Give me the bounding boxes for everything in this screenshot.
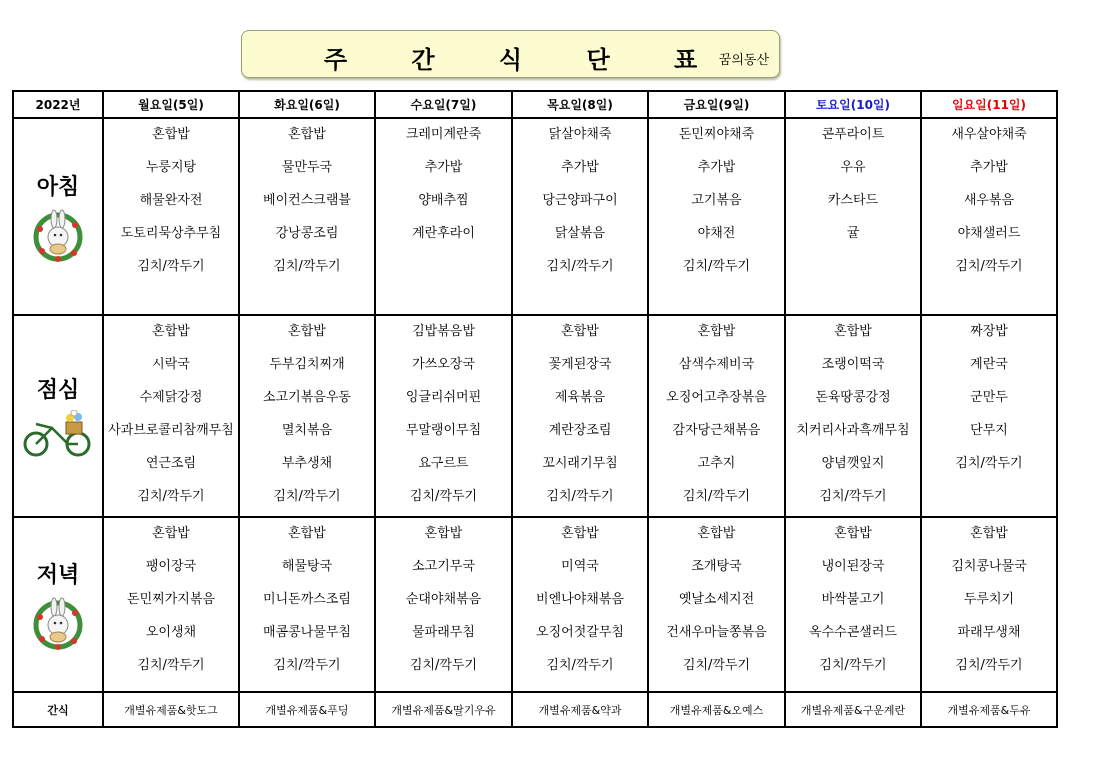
snack-row xyxy=(13,692,1057,727)
menu-item: 요구르트 xyxy=(418,456,469,471)
menu-item: 추가밥 xyxy=(697,160,736,175)
menu-cell xyxy=(512,118,648,315)
menu-item: 혼합밥 xyxy=(697,324,736,339)
org-name: 꿈의동산 xyxy=(718,53,769,68)
menu-item: 소고기무국 xyxy=(412,559,475,574)
menu-item: 팽이장국 xyxy=(145,559,197,574)
snack-cell: 개별유제품&오예스 xyxy=(648,692,785,727)
menu-cell xyxy=(921,118,1057,315)
menu-item: 당근양파구이 xyxy=(542,193,618,208)
menu-cell xyxy=(785,517,921,692)
weekly-menu-table xyxy=(12,90,1058,728)
title-banner xyxy=(241,30,780,78)
menu-item: 김치콩나물국 xyxy=(951,559,1027,574)
menu-item: 도토리묵상추무침 xyxy=(120,226,222,241)
page-title: 주 간 식 단 표 xyxy=(323,46,726,74)
menu-item: 옥수수콘샐러드 xyxy=(809,625,897,640)
menu-item: 우유 xyxy=(840,160,866,175)
header-row xyxy=(13,91,1057,118)
menu-item: 혼합밥 xyxy=(424,526,463,541)
menu-item: 꼬시래기무침 xyxy=(542,456,618,471)
menu-cell xyxy=(239,315,375,517)
menu-item: 새우살야채죽 xyxy=(951,127,1027,142)
menu-item: 수제닭강정 xyxy=(139,390,203,405)
menu-item: 김치/깍두기 xyxy=(819,489,887,504)
menu-item: 혼합밥 xyxy=(152,127,190,142)
menu-cell xyxy=(648,315,785,517)
menu-item: 돈민찌야채죽 xyxy=(678,127,755,142)
snack-cell: 개별유제품&푸딩 xyxy=(239,692,375,727)
menu-item: 양배추찜 xyxy=(418,193,469,208)
menu-item: 콘푸라이트 xyxy=(821,127,885,142)
menu-item: 미니돈까스조림 xyxy=(263,592,351,607)
day-header: 목요일(8일) xyxy=(512,91,648,118)
menu-item: 김치/깍두기 xyxy=(955,259,1023,274)
menu-item: 해물탕국 xyxy=(281,559,333,574)
menu-item: 김치/깍두기 xyxy=(546,658,614,673)
menu-item: 양념깻잎지 xyxy=(821,456,885,471)
meal-label: 저녁 xyxy=(36,563,80,588)
menu-item: 치커리사과흑깨무침 xyxy=(796,423,910,438)
bunny-wreath-icon xyxy=(30,595,86,651)
menu-item: 무말랭이무침 xyxy=(405,423,482,438)
menu-cell xyxy=(648,517,785,692)
menu-item: 두루치기 xyxy=(963,592,1015,607)
menu-item: 감자당근채볶음 xyxy=(672,423,761,438)
menu-item: 혼합밥 xyxy=(561,526,599,541)
menu-item: 김치/깍두기 xyxy=(682,259,751,274)
menu-item: 바싹불고기 xyxy=(821,592,885,607)
menu-item: 혼합밥 xyxy=(152,526,190,541)
menu-item: 물만두국 xyxy=(281,160,333,175)
menu-item: 계란국 xyxy=(970,357,1008,372)
menu-item: 제육볶음 xyxy=(554,390,606,405)
menu-item: 멸치볶음 xyxy=(281,423,333,438)
day-header-sunday: 일요일(11일) xyxy=(921,91,1057,118)
menu-item: 야채샐러드 xyxy=(957,226,1021,241)
menu-item: 혼합밥 xyxy=(561,324,599,339)
menu-cell xyxy=(512,315,648,517)
menu-item: 혼합밥 xyxy=(288,127,326,142)
snack-cell: 개별유제품&딸기우유 xyxy=(375,692,512,727)
menu-item: 가쓰오장국 xyxy=(412,357,475,372)
day-header-saturday: 토요일(10일) xyxy=(785,91,921,118)
menu-item: 잉글리쉬머핀 xyxy=(405,390,482,405)
menu-item: 김치/깍두기 xyxy=(273,658,341,673)
menu-cell xyxy=(785,118,921,315)
meal-label-cell xyxy=(13,517,103,692)
menu-item: 건새우마늘쫑볶음 xyxy=(666,625,767,640)
menu-item: 연근조림 xyxy=(145,456,197,471)
menu-item: 김치/깍두기 xyxy=(137,658,205,673)
menu-item: 김치/깍두기 xyxy=(682,658,751,673)
menu-item: 오징어젓갈무침 xyxy=(536,625,624,640)
menu-cell xyxy=(921,315,1057,517)
menu-item: 혼합밥 xyxy=(834,526,872,541)
menu-item: 김치/깍두기 xyxy=(682,489,751,504)
menu-item: 김치/깍두기 xyxy=(137,259,205,274)
menu-item: 귤 xyxy=(846,226,860,241)
menu-item: 혼합밥 xyxy=(970,526,1008,541)
menu-item: 계란후라이 xyxy=(412,226,475,241)
menu-item: 김치/깍두기 xyxy=(273,259,341,274)
menu-item: 추가밥 xyxy=(970,160,1008,175)
day-header: 금요일(9일) xyxy=(648,91,785,118)
meal-label-cell xyxy=(13,315,103,517)
snack-cell: 개별유제품&약과 xyxy=(512,692,648,727)
menu-item: 김치/깍두기 xyxy=(955,456,1023,471)
menu-cell xyxy=(375,517,512,692)
menu-item: 누룽지탕 xyxy=(145,160,197,175)
snack-label: 간식 xyxy=(13,692,103,727)
menu-item: 사과브로콜리참깨무침 xyxy=(108,423,234,438)
meal-label: 아침 xyxy=(36,175,80,200)
menu-item: 김치/깍두기 xyxy=(137,489,205,504)
menu-item: 부추생채 xyxy=(281,456,333,471)
menu-item: 소고기볶음우동 xyxy=(263,390,351,405)
menu-item: 삼색수제비국 xyxy=(678,357,755,372)
menu-item: 단무지 xyxy=(970,423,1008,438)
menu-item: 순대야채볶음 xyxy=(405,592,482,607)
bunny-wreath-icon xyxy=(30,207,86,263)
day-header: 화요일(6일) xyxy=(239,91,375,118)
snack-cell: 개별유제품&구운계란 xyxy=(785,692,921,727)
menu-item: 옛날소세지전 xyxy=(678,592,755,607)
menu-cell xyxy=(648,118,785,315)
day-header: 월요일(5일) xyxy=(103,91,239,118)
menu-item: 조개탕국 xyxy=(691,559,742,574)
menu-item: 닭살야채죽 xyxy=(548,127,612,142)
menu-item: 비엔나야채볶음 xyxy=(536,592,624,607)
menu-item: 김치/깍두기 xyxy=(955,658,1023,673)
menu-cell xyxy=(103,517,239,692)
menu-item: 김치/깍두기 xyxy=(546,259,614,274)
year-header: 2022년 xyxy=(13,91,103,118)
menu-item: 물파래무침 xyxy=(412,625,475,640)
menu-item: 오이생채 xyxy=(145,625,197,640)
menu-cell xyxy=(375,315,512,517)
menu-cell xyxy=(512,517,648,692)
menu-item: 돈육땅콩강정 xyxy=(815,390,891,405)
menu-cell xyxy=(239,517,375,692)
menu-item: 꽃게된장국 xyxy=(548,357,612,372)
menu-item: 닭살볶음 xyxy=(554,226,606,241)
menu-cell xyxy=(785,315,921,517)
menu-item: 추가밥 xyxy=(561,160,599,175)
menu-item: 파래무생채 xyxy=(957,625,1021,640)
menu-item: 해물완자전 xyxy=(139,193,203,208)
menu-item: 김치/깍두기 xyxy=(273,489,341,504)
menu-item: 고추지 xyxy=(697,456,736,471)
menu-cell xyxy=(239,118,375,315)
menu-item: 김밥볶음밥 xyxy=(412,324,475,339)
menu-item: 고기볶음 xyxy=(691,193,742,208)
menu-item: 카스타드 xyxy=(827,193,879,208)
menu-item: 군만두 xyxy=(970,390,1008,405)
menu-item: 미역국 xyxy=(561,559,599,574)
day-header: 수요일(7일) xyxy=(375,91,512,118)
snack-cell: 개별유제품&두유 xyxy=(921,692,1057,727)
menu-item: 추가밥 xyxy=(424,160,463,175)
menu-item: 두부김치찌개 xyxy=(269,357,345,372)
bicycle-flowers-icon xyxy=(22,410,94,460)
menu-item: 짜장밥 xyxy=(970,324,1008,339)
meal-label: 점심 xyxy=(36,377,80,403)
menu-item: 크레미계란죽 xyxy=(405,127,482,142)
menu-item: 조랭이떡국 xyxy=(821,357,885,372)
meal-row-dinner xyxy=(13,517,1057,692)
menu-item: 베이컨스크램블 xyxy=(263,193,351,208)
menu-item: 김치/깍두기 xyxy=(409,658,478,673)
snack-cell: 개별유제품&핫도그 xyxy=(103,692,239,727)
menu-item: 돈민찌가지볶음 xyxy=(127,592,215,607)
menu-cell xyxy=(375,118,512,315)
meal-row-lunch xyxy=(13,315,1057,517)
menu-item: 계란장조림 xyxy=(548,423,612,438)
menu-item: 혼합밥 xyxy=(288,526,326,541)
menu-item: 새우볶음 xyxy=(963,193,1015,208)
menu-item: 혼합밥 xyxy=(152,324,190,339)
menu-item: 김치/깍두기 xyxy=(819,658,887,673)
meal-row-breakfast xyxy=(13,118,1057,315)
menu-item: 매콤콩나물무침 xyxy=(263,625,351,640)
menu-item: 혼합밥 xyxy=(834,324,872,339)
menu-cell xyxy=(103,118,239,315)
menu-item: 오징어고추장볶음 xyxy=(666,390,767,405)
menu-item: 냉이된장국 xyxy=(821,559,885,574)
menu-item: 강낭콩조림 xyxy=(275,226,339,241)
meal-label-cell xyxy=(13,118,103,315)
menu-item: 야채전 xyxy=(697,226,736,241)
menu-cell xyxy=(921,517,1057,692)
menu-item: 혼합밥 xyxy=(697,526,736,541)
menu-item: 시락국 xyxy=(152,357,190,372)
menu-cell xyxy=(103,315,239,517)
menu-item: 김치/깍두기 xyxy=(409,489,478,504)
menu-item: 혼합밥 xyxy=(288,324,326,339)
menu-item: 김치/깍두기 xyxy=(546,489,614,504)
